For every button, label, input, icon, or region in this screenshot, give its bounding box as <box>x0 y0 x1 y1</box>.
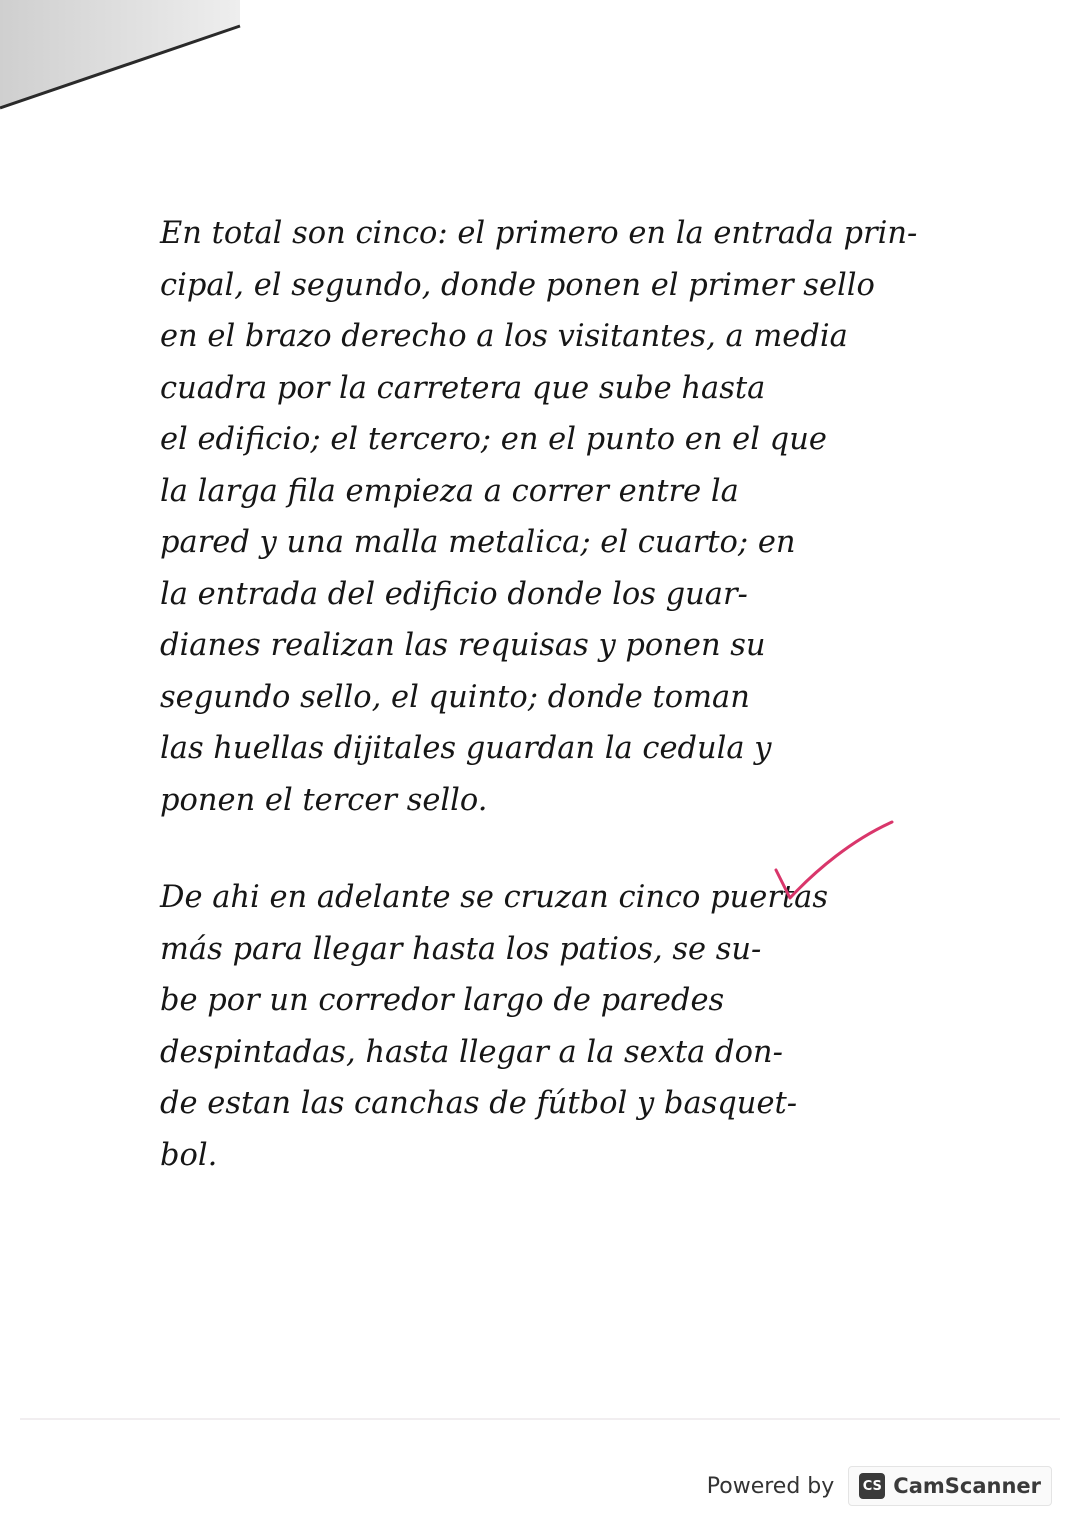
text-line: ponen el tercer sello. <box>160 782 488 818</box>
text-line: bol. <box>160 1137 218 1173</box>
text-line: la entrada del edificio donde los guar- <box>160 576 748 612</box>
text-line: en el brazo derecho a los visitantes, a media <box>160 319 848 354</box>
camscanner-logo <box>848 1466 1052 1506</box>
handwritten-note <box>160 208 990 1181</box>
text-line: be por un corredor largo de paredes <box>160 983 725 1018</box>
text-line: el edificio; el tercero; en el punto en el que <box>160 422 827 457</box>
cs-logo-icon: CS <box>859 1473 885 1499</box>
text-line: En total son cinco: el primero en la entrada prin- <box>160 216 918 251</box>
text-line: De ahi en adelante se cruzan cinco puertas <box>160 880 829 915</box>
scan-smudge <box>20 1418 1060 1420</box>
brand-name: CamScanner <box>893 1474 1041 1498</box>
text-line: segundo sello, el quinto; donde toman <box>160 679 750 715</box>
text-line: cipal, el segundo, donde ponen el primer sello <box>160 267 875 303</box>
text-line: la larga fila empieza a correr entre la <box>160 473 739 509</box>
text-line: cuadra por la carretera que sube hasta <box>160 370 766 406</box>
text-line: dianes realizan las requisas y ponen su <box>160 628 766 663</box>
paragraph-1 <box>160 208 990 826</box>
scanner-watermark <box>707 1466 1052 1506</box>
check-mark-icon <box>768 818 898 904</box>
text-line: más para llegar hasta los patios, se su- <box>160 931 762 967</box>
page-corner-shadow <box>0 0 260 120</box>
text-line: las huellas dijitales guardan la cedula y <box>160 731 772 766</box>
powered-by-label: Powered by <box>706 1473 835 1499</box>
text-line: despintadas, hasta llegar a la sexta don- <box>160 1034 783 1070</box>
paragraph-2 <box>160 872 990 1181</box>
text-line: pared y una malla metalica; el cuarto; en <box>160 525 796 560</box>
text-line: de estan las canchas de fútbol y basquet- <box>160 1086 798 1121</box>
